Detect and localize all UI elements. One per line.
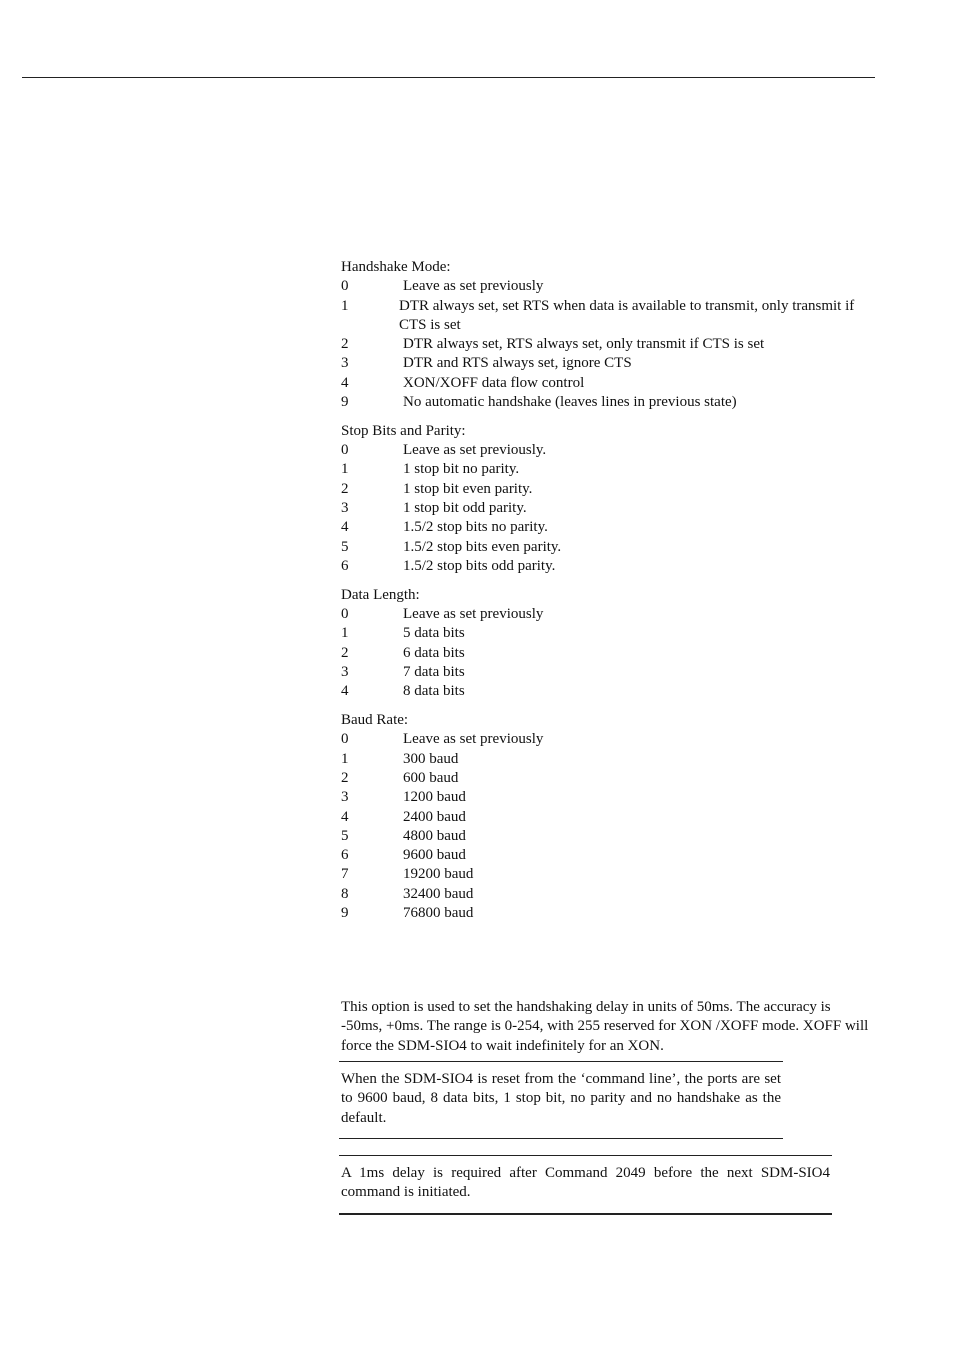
option-description: 300 baud xyxy=(403,750,459,767)
option-code: 0 xyxy=(341,442,349,459)
option-description: Leave as set previously. xyxy=(403,442,547,459)
note-reset-text: When the SDM-SIO4 is reset from the ‘command line’, the ports are set to 9600 baud, 8 data bits, 1 stop bit, no parity and no handshake as the default. xyxy=(341,1071,781,1126)
option-description: DTR always set, RTS always set, only transmit if CTS is set xyxy=(403,336,765,353)
option-row xyxy=(341,730,875,749)
option-row xyxy=(341,460,875,479)
option-description: Leave as set previously xyxy=(403,731,544,748)
option-code: 4 xyxy=(341,683,349,700)
note-reset-defaults xyxy=(339,1061,783,1139)
option-code: 9 xyxy=(341,905,349,921)
option-row xyxy=(341,605,875,624)
option-row xyxy=(341,499,875,518)
option-description: 32400 baud xyxy=(403,885,474,902)
option-row xyxy=(341,518,875,537)
option-description: 2400 baud xyxy=(403,808,466,825)
option-description: 5 data bits xyxy=(403,625,465,642)
option-row xyxy=(341,904,875,923)
option-description: 1 stop bit odd parity. xyxy=(403,500,527,517)
section-heading: Data Length: xyxy=(341,586,420,603)
option-code: 0 xyxy=(341,278,349,295)
section-heading: Stop Bits and Parity: xyxy=(341,422,466,439)
option-code: 4 xyxy=(341,374,349,391)
option-code: 0 xyxy=(341,606,349,623)
option-row xyxy=(341,624,875,643)
option-row xyxy=(341,374,875,393)
option-description: Leave as set previously xyxy=(403,278,544,295)
option-row xyxy=(341,663,875,682)
option-code: 3 xyxy=(341,789,349,806)
option-description: 8 data bits xyxy=(403,683,465,700)
option-row xyxy=(341,297,875,336)
option-section xyxy=(341,711,875,923)
option-code: 2 xyxy=(341,769,349,786)
option-row xyxy=(341,277,875,296)
option-code: 7 xyxy=(341,866,349,883)
handshake-delay-paragraph: This option is used to set the handshaking delay in units of 50ms. The accuracy is -50ms, +0ms. The range is 0-254, with 255 reserved for XON /XOFF mode. XOFF will force the SDM-SIO4 to wait indefinitely for an XON. xyxy=(341,999,869,1054)
option-row xyxy=(341,750,875,769)
option-description: 600 baud xyxy=(403,769,459,786)
option-description: 1.5/2 stop bits no parity. xyxy=(403,519,548,536)
option-row xyxy=(341,885,875,904)
option-row xyxy=(341,538,875,557)
option-code: 8 xyxy=(341,885,349,902)
option-code: 3 xyxy=(341,663,349,680)
option-code: 6 xyxy=(341,557,349,574)
section-heading: Handshake Mode: xyxy=(341,259,451,275)
option-row xyxy=(341,682,875,701)
option-description: 7 data bits xyxy=(403,663,465,680)
option-description: 9600 baud xyxy=(403,847,466,864)
option-code: 5 xyxy=(341,827,349,844)
option-code: 1 xyxy=(341,297,349,314)
option-description: 1 stop bit no parity. xyxy=(403,461,520,478)
option-row xyxy=(341,865,875,884)
option-description: DTR always set, set RTS when data is available to transmit, only transmit if CTS is set xyxy=(399,297,855,333)
option-code: 4 xyxy=(341,808,349,825)
option-code: 3 xyxy=(341,355,349,372)
option-row xyxy=(341,808,875,827)
option-row xyxy=(341,480,875,499)
option-row xyxy=(341,354,875,373)
option-row xyxy=(341,827,875,846)
note-delay-text: A 1ms delay is required after Command 2049 before the next SDM-SIO4 command is initiated. xyxy=(341,1165,830,1201)
option-row xyxy=(341,441,875,460)
option-description: XON/XOFF data flow control xyxy=(403,374,585,391)
option-row xyxy=(341,788,875,807)
option-description: Leave as set previously xyxy=(403,606,544,623)
option-code: 1 xyxy=(341,750,349,767)
option-description: 1.5/2 stop bits even parity. xyxy=(403,538,562,555)
option-section xyxy=(341,422,875,576)
option-code: 6 xyxy=(341,847,349,864)
option-code: 1 xyxy=(341,625,349,642)
option-code: 3 xyxy=(341,500,349,517)
option-code: 1 xyxy=(341,461,349,478)
option-description: 1 stop bit even parity. xyxy=(403,480,533,497)
option-description: 19200 baud xyxy=(403,866,474,883)
option-code: 9 xyxy=(341,394,349,411)
option-description: 1200 baud xyxy=(403,789,466,806)
option-code: 4 xyxy=(341,519,349,536)
option-row xyxy=(341,846,875,865)
option-row xyxy=(341,393,875,412)
option-row xyxy=(341,335,875,354)
section-heading: Baud Rate: xyxy=(341,712,409,729)
option-description: DTR and RTS always set, ignore CTS xyxy=(403,355,632,372)
option-row xyxy=(341,644,875,663)
option-lists xyxy=(341,258,875,933)
option-row xyxy=(341,557,875,576)
option-section xyxy=(341,586,875,702)
option-description: 6 data bits xyxy=(403,644,465,661)
option-description: No automatic handshake (leaves lines in previous state) xyxy=(403,394,737,411)
option-row xyxy=(341,769,875,788)
option-code: 2 xyxy=(341,644,349,661)
option-description: 76800 baud xyxy=(403,905,474,921)
header-rule xyxy=(22,77,875,78)
option-code: 2 xyxy=(341,480,349,497)
option-description: 1.5/2 stop bits odd parity. xyxy=(403,557,556,574)
option-code: 2 xyxy=(341,336,349,353)
option-description: 4800 baud xyxy=(403,827,466,844)
option-code: 5 xyxy=(341,538,349,555)
option-code: 0 xyxy=(341,731,349,748)
note-command-delay xyxy=(339,1155,832,1215)
option-section xyxy=(341,258,875,412)
